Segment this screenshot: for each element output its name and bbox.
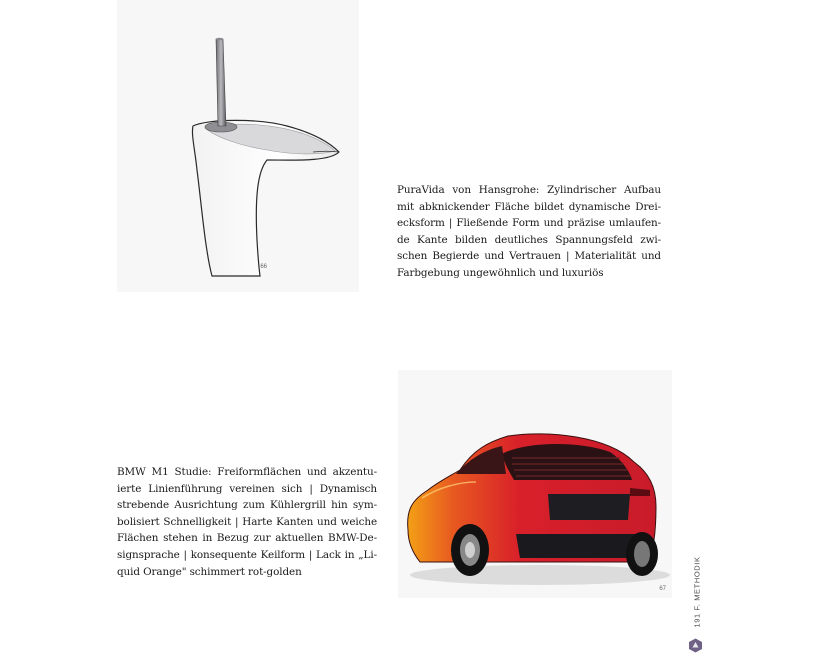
caption-line: signsprache | konsequente Keilform | Lack in „Li- [117,548,377,561]
caption-line: ierte Linienführung vereinen sich | Dynamisch [117,482,377,495]
faucet-caption [397,182,661,282]
caption-line: Farbgebung ungewöhnlich und luxuriös [397,266,604,279]
caption-line: bolisiert Schnelligkeit | Harte Kanten und weiche [117,515,377,528]
caption-line: quid Orange" schimmert rot-golden [117,565,302,578]
caption-line: Flächen stehen in Bezug zur aktuellen BMW-De- [117,532,377,545]
car-illustration [398,370,672,598]
chapter-badge-icon [688,638,703,653]
caption-line: mit abknickender Fläche bildet dynamische Drei- [397,200,661,213]
car-figure [398,370,672,598]
caption-line: strebende Ausrichtung zum Kühlergrill hin sym- [117,499,377,512]
figure-number: 66 [260,264,267,270]
faucet-illustration [117,0,359,292]
caption-line: ecksform | Fließende Form und präzise umlaufen- [397,217,661,230]
caption-line: BMW M1 Studie: Freiformflächen und akzentu- [117,466,377,478]
running-header [690,558,704,630]
running-header-text: 191 F. METHODIK [692,556,702,628]
figure-number: 67 [659,586,666,592]
faucet-figure [117,0,359,292]
car-caption [117,464,377,580]
caption-line: de Kante bilden deutliches Spannungsfeld zwi- [397,233,661,246]
caption-line: PuraVida von Hansgrohe: Zylindrischer Aufbau [397,184,661,196]
caption-line: schen Begierde und Vertrauen | Materialität und [397,250,661,263]
